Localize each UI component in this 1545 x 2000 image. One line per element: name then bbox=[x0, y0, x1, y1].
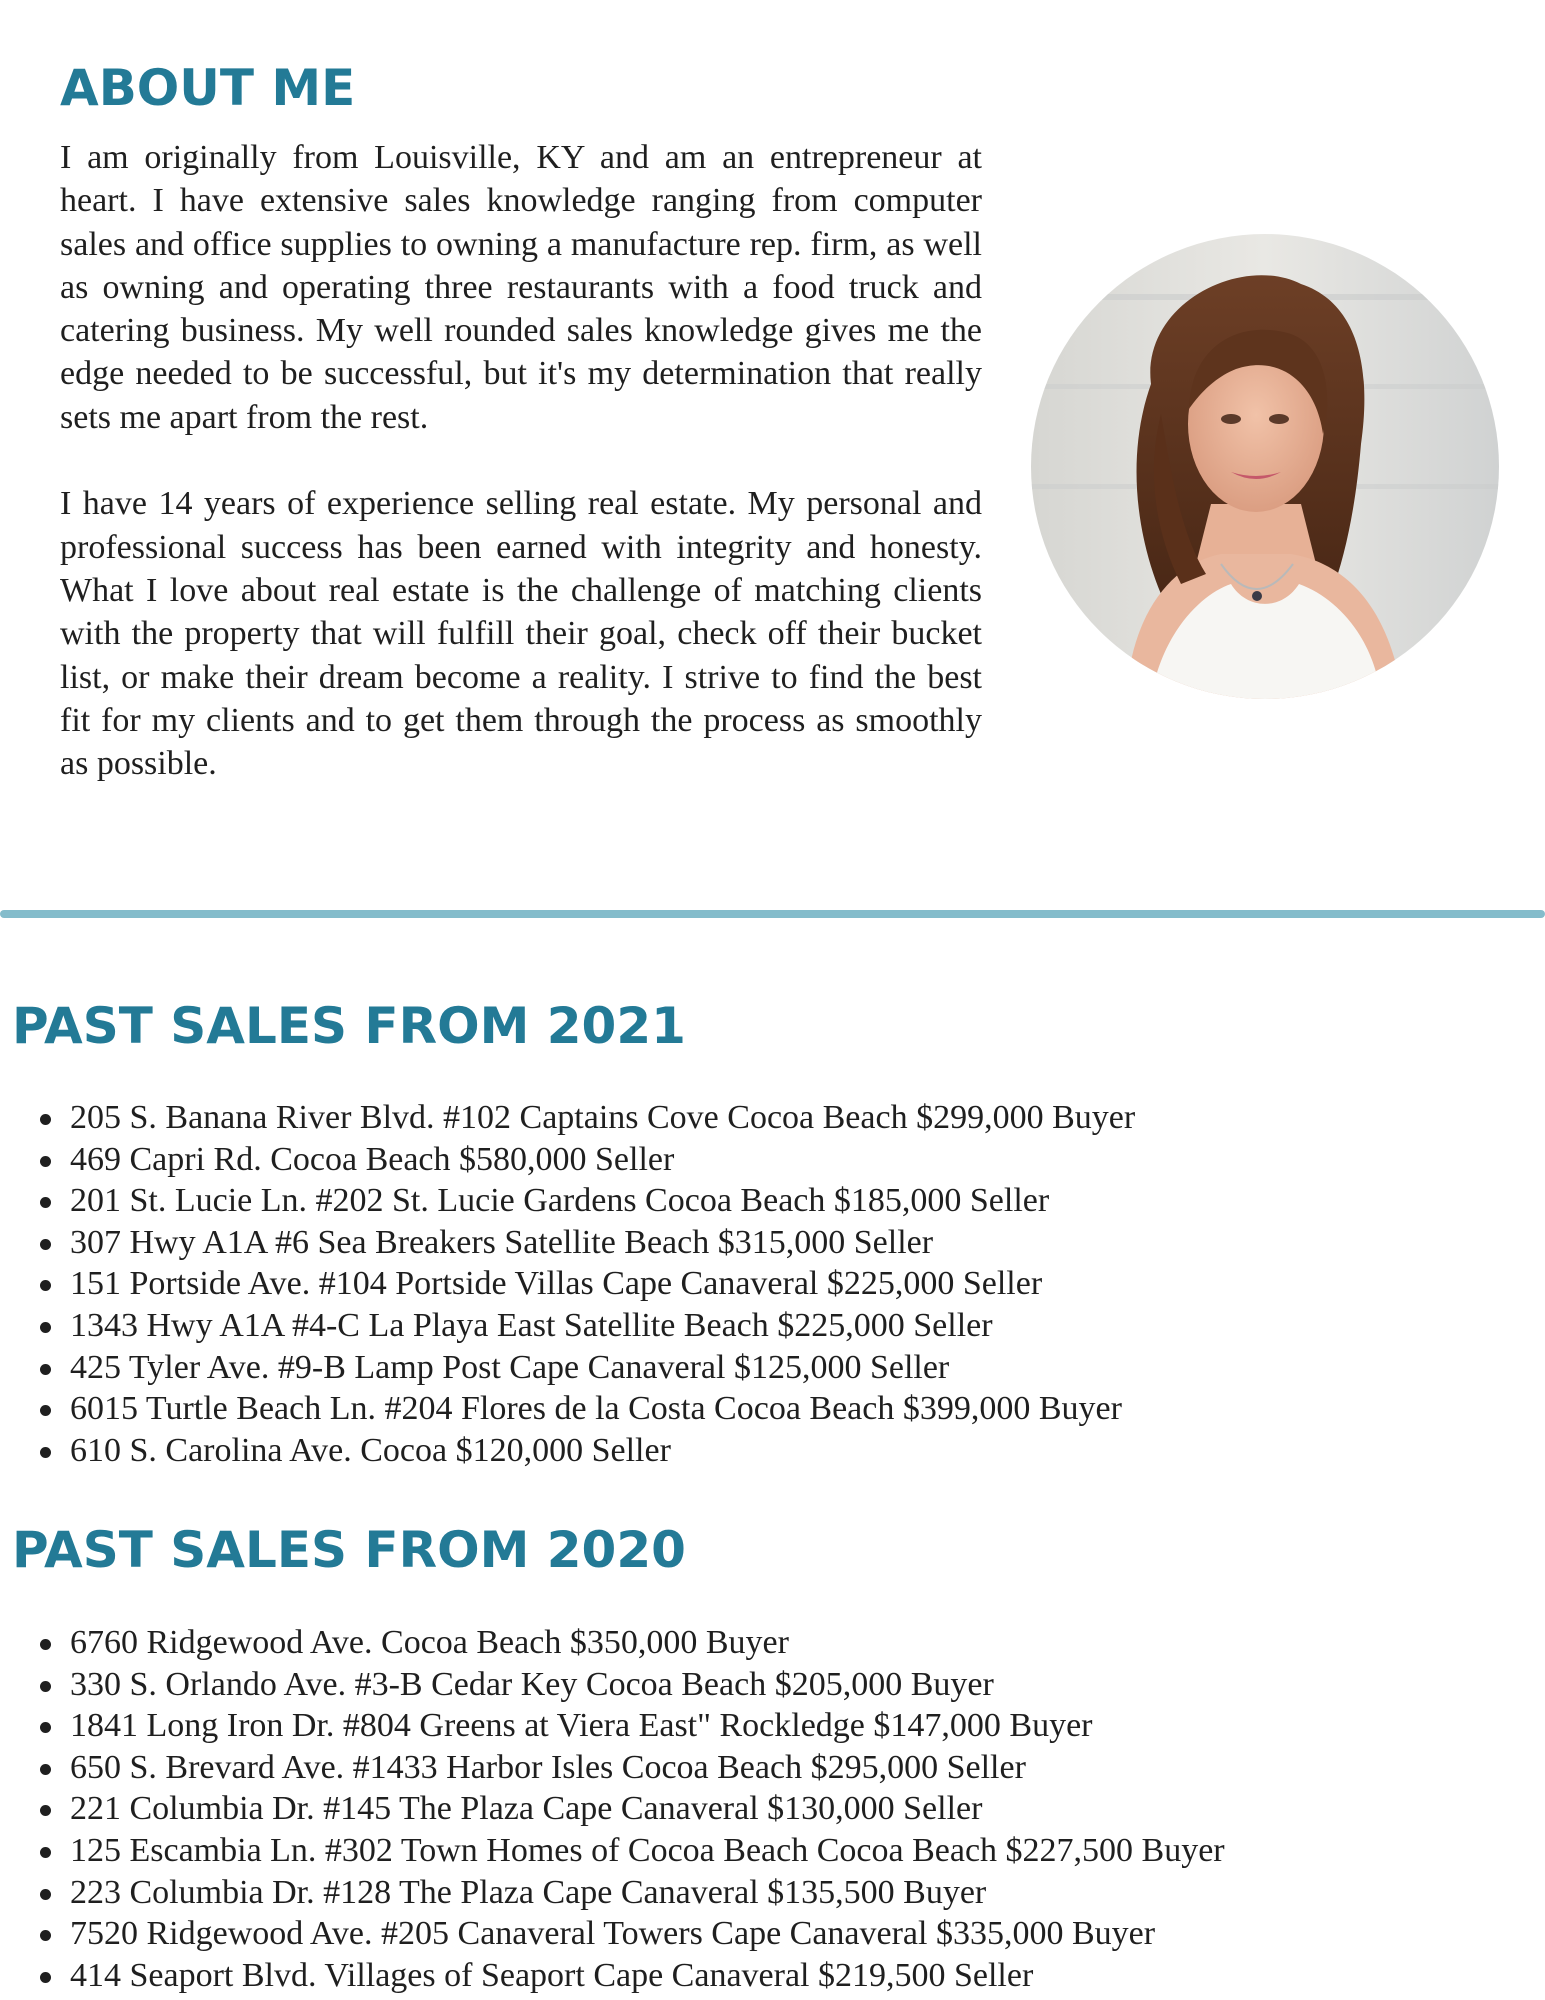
about-paragraph-1: I am originally from Louisville, KY and am an entrepreneur at heart. I have extensive sales knowledge ranging from computer sales and office supplies to owning a manufacture rep. firm, as well as owning and operating three restaurants with a food truck and catering business. My well rounded sales knowledge gives me the edge needed to be successful, but it's my determination that really sets me apart from the rest. bbox=[60, 139, 982, 436]
about-me-text bbox=[60, 136, 982, 785]
list-item: 201 St. Lucie Ln. #202 St. Lucie Gardens Cocoa Beach $185,000 Seller bbox=[70, 1180, 1135, 1222]
list-item: 7520 Ridgewood Ave. #205 Canaveral Towers Cape Canaveral $335,000 Buyer bbox=[70, 1913, 1225, 1955]
list-item: 125 Escambia Ln. #302 Town Homes of Cocoa Beach Cocoa Beach $227,500 Buyer bbox=[70, 1830, 1225, 1872]
about-me-heading: ABOUT ME bbox=[60, 59, 356, 117]
list-item: 6015 Turtle Beach Ln. #204 Flores de la Costa Cocoa Beach $399,000 Buyer bbox=[70, 1388, 1135, 1430]
list-item: 1343 Hwy A1A #4-C La Playa East Satellite Beach $225,000 Seller bbox=[70, 1305, 1135, 1347]
list-item: 610 S. Carolina Ave. Cocoa $120,000 Seller bbox=[70, 1430, 1135, 1472]
past-sales-2021-heading: PAST SALES FROM 2021 bbox=[12, 997, 686, 1055]
about-paragraph-2: I have 14 years of experience selling real estate. My personal and professional success has been earned with integrity and honesty. What I love about real estate is the challenge of matching clients with the property that will fulfill their goal, check off their bucket list, or make their dream become a reality. I strive to find the best fit for my clients and to get them through the process as smoothly as possible. bbox=[60, 485, 982, 783]
list-item: 205 S. Banana River Blvd. #102 Captains Cove Cocoa Beach $299,000 Buyer bbox=[70, 1097, 1135, 1139]
list-item: 223 Columbia Dr. #128 The Plaza Cape Canaveral $135,500 Buyer bbox=[70, 1872, 1225, 1914]
list-item: 469 Capri Rd. Cocoa Beach $580,000 Seller bbox=[70, 1139, 1135, 1181]
section-divider bbox=[0, 910, 1545, 918]
list-item: 151 Portside Ave. #104 Portside Villas Cape Canaveral $225,000 Seller bbox=[70, 1263, 1135, 1305]
past-sales-2021-list bbox=[70, 1097, 1135, 1471]
list-item: 307 Hwy A1A #6 Sea Breakers Satellite Beach $315,000 Seller bbox=[70, 1222, 1135, 1264]
list-item: 414 Seaport Blvd. Villages of Seaport Cape Canaveral $219,500 Seller bbox=[70, 1955, 1225, 1997]
list-item: 650 S. Brevard Ave. #1433 Harbor Isles Cocoa Beach $295,000 Seller bbox=[70, 1747, 1225, 1789]
list-item: 6760 Ridgewood Ave. Cocoa Beach $350,000 Buyer bbox=[70, 1622, 1225, 1664]
agent-portrait-photo bbox=[1031, 234, 1499, 699]
list-item: 1841 Long Iron Dr. #804 Greens at Viera East" Rockledge $147,000 Buyer bbox=[70, 1705, 1225, 1747]
past-sales-2020-heading: PAST SALES FROM 2020 bbox=[12, 1521, 686, 1579]
list-item: 425 Tyler Ave. #9-B Lamp Post Cape Canaveral $125,000 Seller bbox=[70, 1347, 1135, 1389]
past-sales-2020-list bbox=[70, 1622, 1225, 1996]
list-item: 330 S. Orlando Ave. #3-B Cedar Key Cocoa Beach $205,000 Buyer bbox=[70, 1664, 1225, 1706]
list-item: 221 Columbia Dr. #145 The Plaza Cape Canaveral $130,000 Seller bbox=[70, 1788, 1225, 1830]
